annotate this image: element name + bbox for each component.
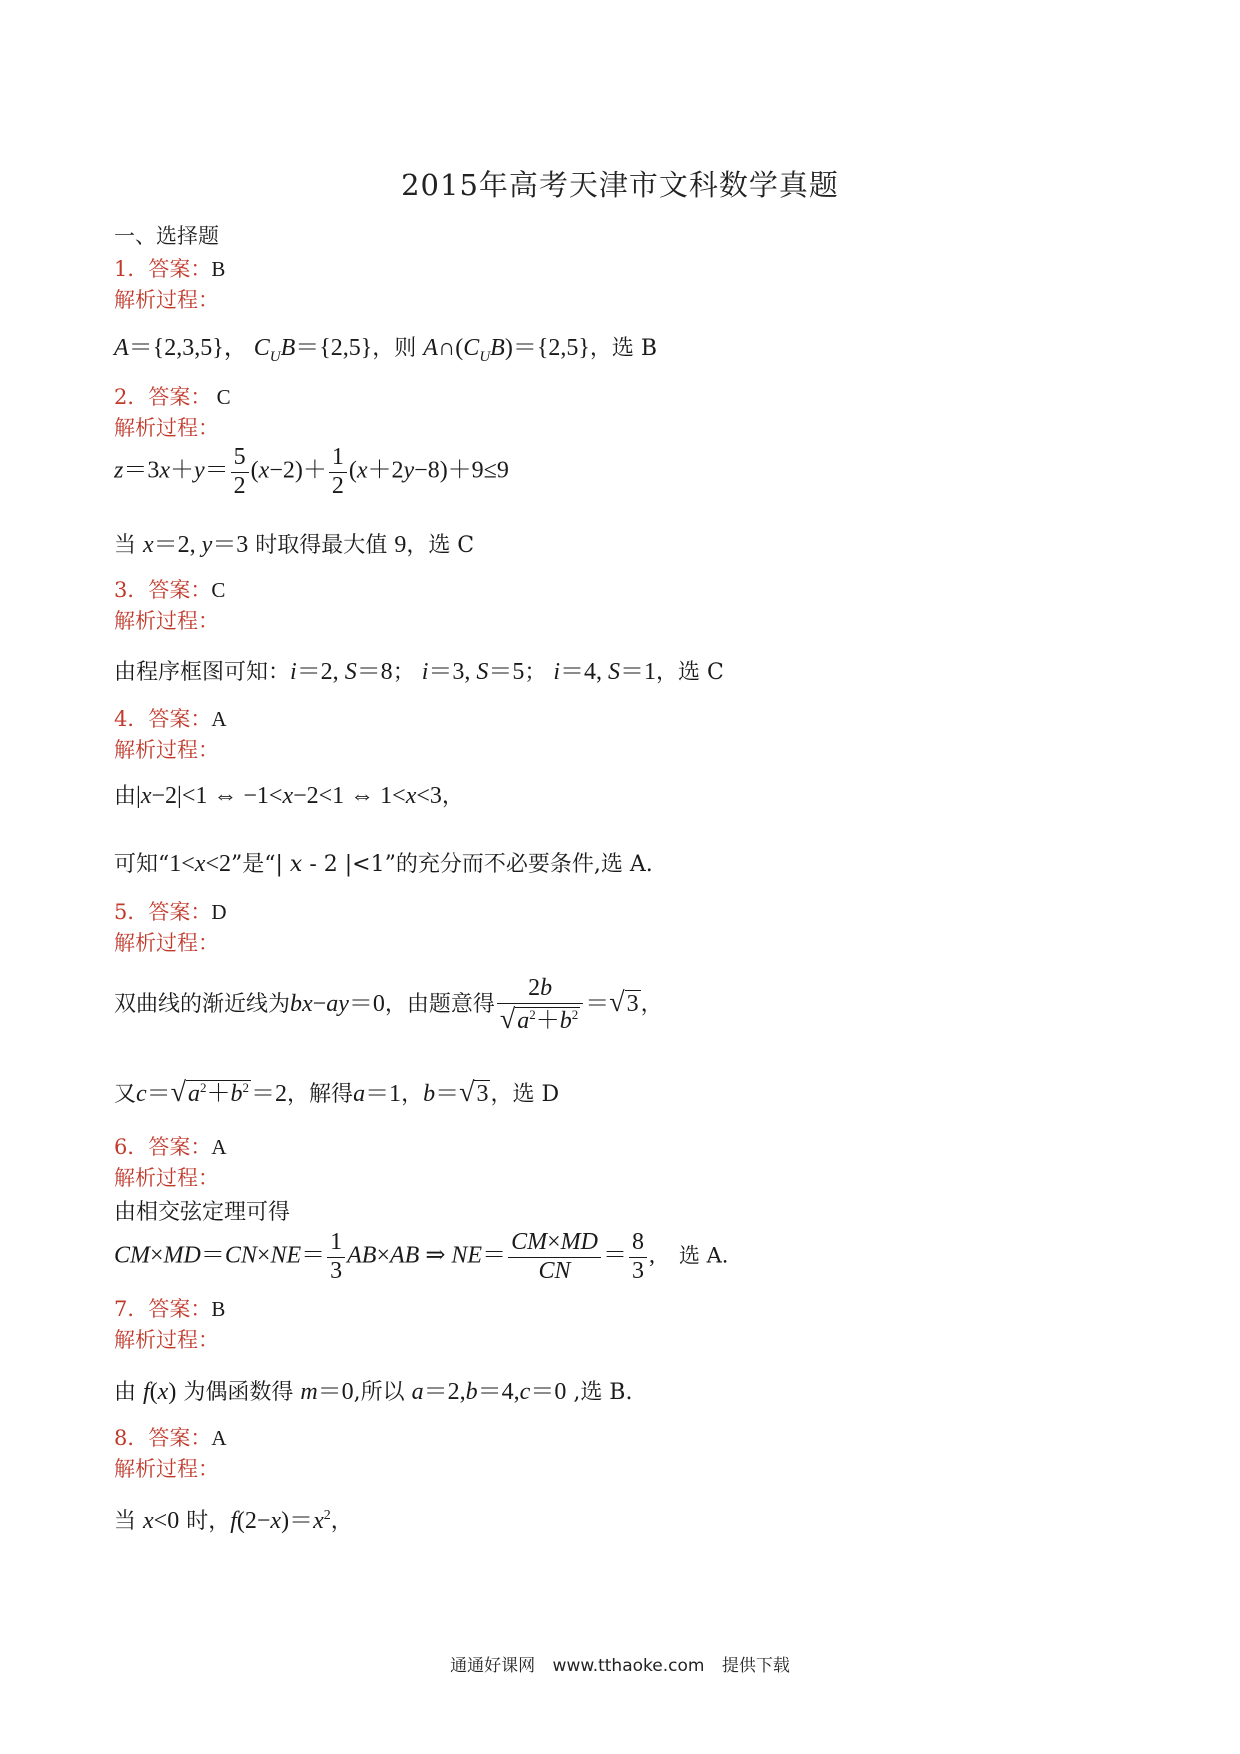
q6-number: 6． bbox=[114, 1135, 149, 1159]
q6-answer-label: 答案： bbox=[148, 1135, 212, 1159]
q1-solution-label: 解析过程： bbox=[114, 288, 219, 312]
q7-line-1: 由 f(x) 为偶函数得 m＝0,所以 a＝2,b＝4,c＝0 ,选 B. bbox=[114, 1379, 633, 1405]
section-heading: 一、选择题 bbox=[114, 224, 219, 248]
q4-solution-label: 解析过程： bbox=[114, 738, 219, 762]
q5-line-1: 双曲线的渐近线为bx−ay＝0，由题意得 $\frac{2b}{√a^2+b^2}$ ＝√3， bbox=[114, 975, 663, 1035]
q6-answer bbox=[114, 1131, 227, 1161]
q8-line-1: 当 x<0 时，$f(2-x)=x^2$， bbox=[114, 1508, 353, 1534]
q1-number: 1． bbox=[114, 257, 149, 281]
q2-line-1: z＝3x＋y＝ $\frac{5}{2}$ (x−2)＋ $\frac{1}{2}$ (x＋2y−8)＋9≤9 bbox=[114, 444, 509, 499]
q8-answer-value: A bbox=[211, 1426, 227, 1450]
q3-number: 3． bbox=[114, 578, 149, 602]
q2-answer-label: 答案： bbox=[148, 385, 212, 409]
q5-answer-value: D bbox=[211, 900, 227, 924]
q2-line-2: 当 x＝2, y＝3 时取得最大值 9，选 C bbox=[114, 532, 475, 558]
q4-answer-label: 答案： bbox=[148, 707, 212, 731]
q8-solution-label: 解析过程： bbox=[114, 1457, 219, 1481]
footer bbox=[0, 1651, 1240, 1676]
footer-site-name: 通通好课网 bbox=[450, 1656, 536, 1676]
q8-answer-label: 答案： bbox=[148, 1426, 212, 1450]
q3-answer bbox=[114, 574, 225, 604]
q7-answer bbox=[114, 1293, 225, 1323]
q7-number: 7． bbox=[114, 1297, 149, 1321]
page-title: 2015年高考天津市文科数学真题 bbox=[401, 168, 839, 202]
q7-answer-label: 答案： bbox=[148, 1297, 212, 1321]
q5-line-2: 又$c=√a^2+b^2=2$，解得a＝1，b＝√3，选 D bbox=[114, 1077, 560, 1108]
q4-line-2: 可知“1<x<2”是“| x - 2 |<1”的充分而不必要条件,选 A. bbox=[114, 851, 653, 877]
q8-number: 8． bbox=[114, 1426, 149, 1450]
q4-answer bbox=[114, 703, 227, 733]
q1-answer-value: B bbox=[211, 257, 226, 281]
q6-line-1: 由相交弦定理可得 bbox=[114, 1200, 291, 1225]
q3-answer-value: C bbox=[211, 578, 226, 602]
q1-answer-label: 答案： bbox=[148, 257, 212, 281]
q7-answer-value: B bbox=[211, 1297, 226, 1321]
q3-answer-label: 答案： bbox=[148, 578, 212, 602]
q2-number: 2． bbox=[114, 385, 149, 409]
q5-answer-label: 答案： bbox=[148, 900, 212, 924]
footer-url[interactable]: www.tthaoke.com bbox=[552, 1656, 705, 1676]
q3-line-1: 由程序框图可知：i＝2, S＝8； i＝3, S＝5； i＝4, S＝1，选 C bbox=[114, 659, 724, 685]
q5-number: 5． bbox=[114, 900, 149, 924]
q4-line-1: 由|x−2|<1 ⇔ −1<x−2<1 ⇔ 1<x<3， bbox=[114, 783, 464, 809]
footer-download-text: 提供下载 bbox=[721, 1656, 790, 1676]
q4-answer-value: A bbox=[211, 707, 227, 731]
q6-answer-value: A bbox=[211, 1135, 227, 1159]
q5-answer bbox=[114, 896, 227, 926]
q7-solution-label: 解析过程： bbox=[114, 1328, 219, 1352]
q4-number: 4． bbox=[114, 707, 149, 731]
q5-solution-label: 解析过程： bbox=[114, 931, 219, 955]
q2-answer bbox=[114, 381, 231, 411]
q8-answer bbox=[114, 1422, 227, 1452]
q2-answer-value: C bbox=[211, 385, 231, 409]
q3-solution-label: 解析过程： bbox=[114, 609, 219, 633]
q2-solution-label: 解析过程： bbox=[114, 416, 219, 440]
q1-answer bbox=[114, 253, 225, 283]
q1-line-1: A＝{2,3,5}， $C_UB=\{2,5\}$，则 $A\cap(C_UB)=\{2,5\}$，选 B bbox=[114, 335, 658, 365]
q6-line-2: CM×MD＝CN×NE＝ $\frac{1}{3}$ AB×AB ⇒ NE＝ $\frac{CM\times MD}{CN}$ ＝ $\frac{8}{3}$ , 选 A. bbox=[114, 1229, 729, 1284]
q6-solution-label: 解析过程： bbox=[114, 1166, 219, 1190]
